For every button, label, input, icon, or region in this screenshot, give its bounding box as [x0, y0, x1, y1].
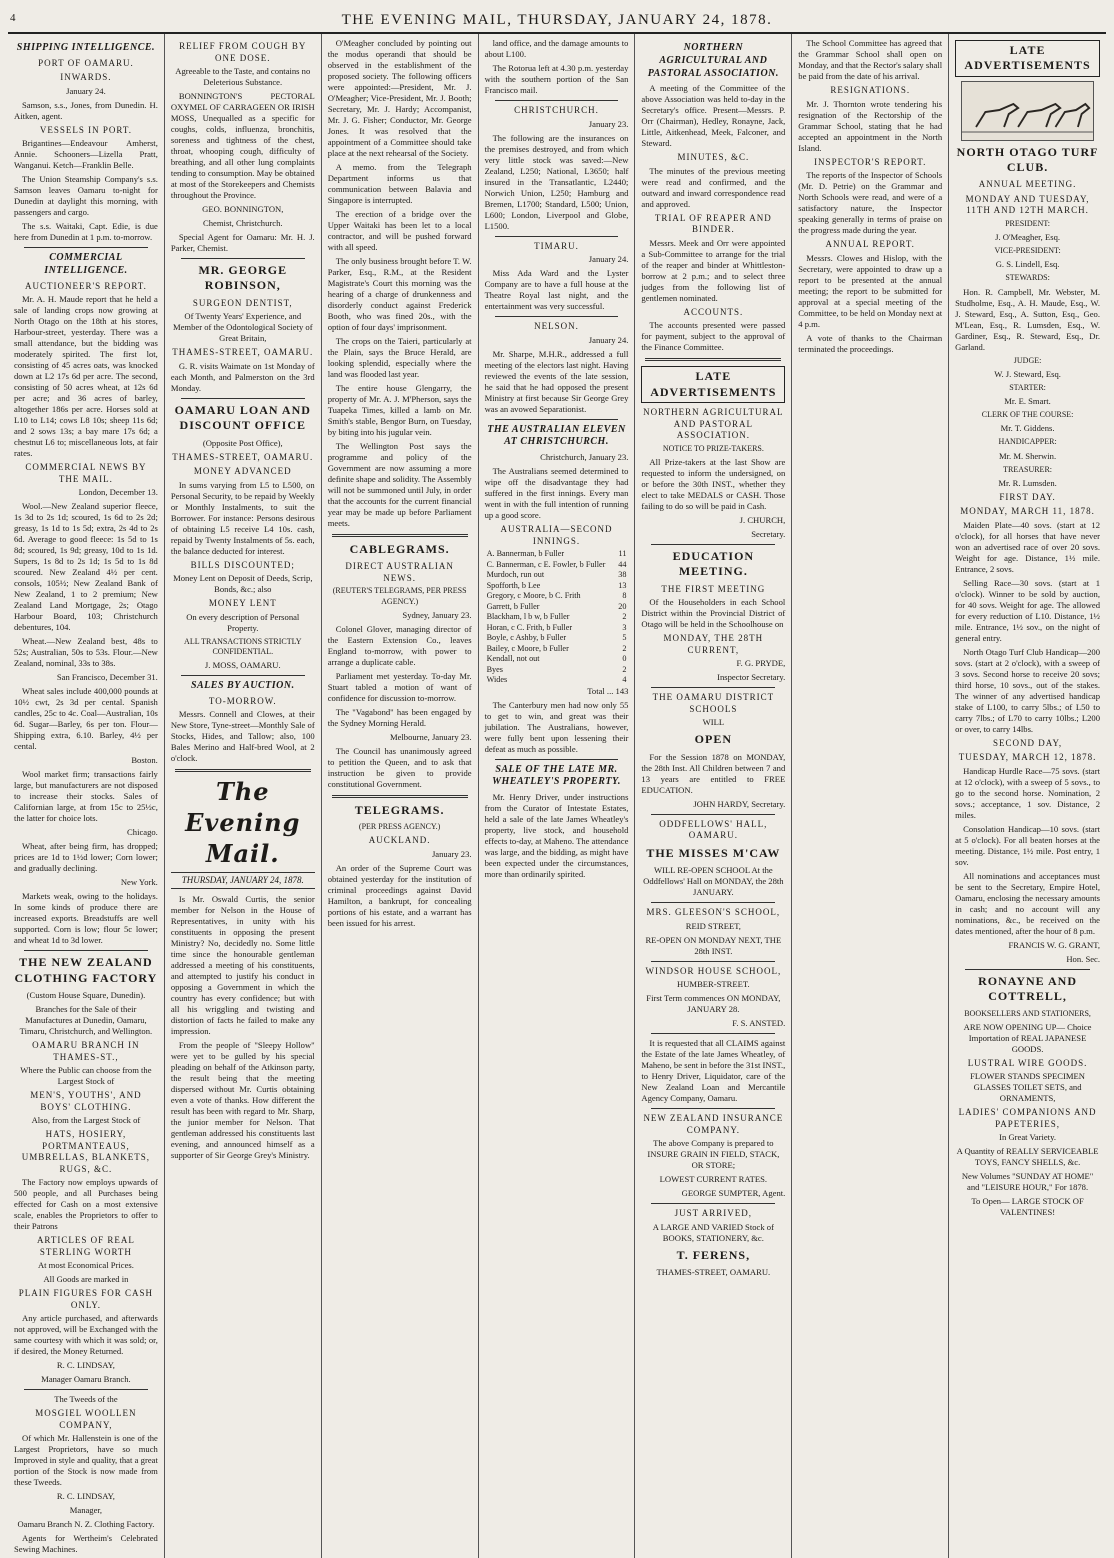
vessels-heading: VESSELS IN PORT. — [39, 124, 132, 135]
president: J. O'Meagher, Esq. — [995, 232, 1061, 243]
divider — [965, 969, 1090, 970]
resignation-text: Mr. J. Thornton wrote tendering his resignation of the Rectorship of the Grammar School, stating that he had accepted an appointment in the North Island. — [798, 98, 943, 153]
loan-text: In sums varying from L5 to L500, on Personal Security, to be repaid by Weekly or Monthly Instalments, to suit the Borrower. For instance: Persons desirous of obtaining L5 receive L4 10s. cash, repaid by Twenty Instalments of 5s. each, the balance deducted for interest. — [170, 479, 315, 556]
mosgiel-heading: MOSGIEL WOOLLEN COMPANY, — [35, 1408, 137, 1430]
column-7 — [949, 34, 1106, 1558]
news-paragraph-5: The crops on the Taieri, particularly at the Plain, says the Bruce Herald, are looking splendid, especially where the land was flooded last year. — [327, 336, 472, 379]
runs: 2 — [622, 612, 627, 622]
mosgiel-sign-2: Manager, — [69, 1505, 103, 1516]
sf-dateline: San Francisco, December 31. — [56, 672, 158, 683]
christchurch-heading: CHRISTCHURCH. — [514, 105, 599, 115]
starter: Mr. E. Smart. — [1004, 396, 1051, 407]
turf-heading: NORTH OTAGO TURF CLUB. — [956, 144, 1099, 175]
column-6 — [792, 34, 949, 1558]
commercial-heading: COMMERCIAL INTELLIGENCE. — [44, 252, 128, 277]
divider — [332, 534, 468, 537]
stewards-label: STEWARDS: — [1005, 273, 1050, 283]
runs: 5 — [622, 633, 627, 643]
news-paragraph-4: The only business brought before T. W. Parker, Esq., R.M., at the Resident Magistrate's Court this morning was the hearing of a charge of drunkenness and disorderly conduct against Frederick Booth, who was fined 20s., with the option of four days' imprisonment. — [327, 256, 472, 332]
leader-dateline: THURSDAY, JANUARY 24, 1878. — [171, 872, 315, 890]
runs: 4 — [622, 675, 627, 685]
mosgiel-sign-3: Oamaru Branch N. Z. Clothing Factory. — [17, 1519, 155, 1530]
report-text: Mr. A. H. Maude report that he held a sale of landing crops now growing at North Otago on the 18th at his stores, Harbour-street, yesterday. There was a small attendance, but the bidding was moderately spirited. The first lot, consisting of 45 acres oats, was knocked down at L2 17s 6d per acre. The second, consisting of 50 acres wheat, at 12s 6d per acre; and 36 acres of barley, altogether 186s per acre. Horses sold at L10 to L14; cows L8 10s; sheep 11s 6d; and 2 sows 13s; a bay mare 17s 6d; a chestnut L6 to; miscellaneous lots, at fair rates. — [14, 294, 158, 459]
page-number: 4 — [10, 12, 17, 24]
news-paragraph-3: The erection of a bridge over the Upper Waitaki has been let to a local contractor, and will be pushed forward with all speed. — [327, 209, 472, 252]
batsman-name: A. Bannerman, b Fuller — [486, 549, 565, 559]
inwards-text: Samson, s.s., Jones, from Dunedin. H. Aitken, agent. — [14, 99, 158, 121]
sydney-text: Colonel Glover, managing director of the Eastern Extension Co., leaves England to-morrow, with power to arrange a duplicate cable. — [327, 623, 472, 667]
divider — [495, 419, 619, 420]
windsor-text: First Term commences ON MONDAY, JANUARY 28. — [646, 993, 781, 1015]
batsman-name: Murdoch, run out — [486, 570, 545, 580]
handicapper: Mr. M. Sherwin. — [999, 450, 1057, 461]
london-dateline: London, December 13. — [78, 487, 158, 498]
news-paragraph-2: The Rotorua left at 4.30 p.m. yesterday with the southern portion of the San Francisco mail. — [484, 63, 629, 95]
table-row — [485, 654, 629, 665]
divider — [651, 544, 775, 545]
ronayne-ladies: LADIES' COMPANIONS AND PAPETERIES, — [958, 1107, 1097, 1129]
boston-dateline: Boston. — [131, 755, 158, 766]
turf-dates: MONDAY AND TUESDAY, 11TH AND 12TH MARCH. — [965, 193, 1090, 216]
cough-text: Agreeable to the Taste, and contains no Deleterious Substance. — [175, 66, 311, 88]
table-row — [485, 591, 629, 602]
robinson-address: THAMES-STREET, OAMARU. — [172, 347, 314, 358]
runs: 38 — [618, 570, 627, 580]
nzi-rates: LOWEST CURRENT RATES. — [659, 1174, 768, 1185]
clerk: Mr. T. Giddens. — [1000, 423, 1055, 434]
robinson-sub: SURGEON DENTIST, — [192, 297, 293, 308]
ronayne-sub: BOOKSELLERS AND STATIONERS, — [964, 1008, 1091, 1018]
batsman-name: Wides — [486, 675, 508, 685]
inspectors-heading: INSPECTOR'S REPORT. — [814, 156, 927, 167]
clothing-prices: At most Economical Prices. — [37, 1260, 134, 1271]
windsor-sign: F. S. ANSTED. — [732, 1018, 786, 1029]
naa-ad-heading: NORTHERN AGRICULTURAL AND PASTORAL ASSOCIATION. — [643, 407, 784, 441]
gleeson-heading: MRS. GLEESON'S SCHOOL, — [646, 907, 781, 917]
chicago-text: Wheat, after being firm, has dropped; prices are 1d to 1½d lower; Corn lower; and gradually declining. — [14, 841, 158, 874]
divider — [24, 1389, 148, 1390]
ferens-heading: T. FERENS, — [676, 1247, 751, 1262]
table-row — [485, 581, 629, 592]
sf-text: Wheat sales include 400,000 pounds at 10½ cwt, 2s 3d per cental. Spanish candles, 25c to 4c. Coal—Australian, 10s 6d. Sugar—Barley, 6s per ton. Flour—Shipping extra, 6.10. Barley, 4½ per cental. — [14, 686, 158, 752]
divider — [651, 814, 775, 815]
horse-icon — [962, 82, 1093, 140]
leader-paragraph-2: From the people of "Sleepy Hollow" were yet to be gulled by his special pleading on behalf of the Atkinson party, the result being that the meeting dispersed without Mr. Curtis obtaining even a vote of thanks. How different the result has been with regard to Mr. Sharp, the junior member for Nelson. That gentleman addressed his constituents last evening, and announced himself as a supporter of Sir George Grey's Ministry. — [170, 1040, 315, 1161]
clothing-articles: ARTICLES OF REAL STERLING WORTH — [36, 1235, 135, 1257]
ronayne-lustral: LUSTRAL WIRE GOODS. — [967, 1057, 1088, 1068]
nzi-sign: GEORGE SUMPTER, Agent. — [681, 1188, 786, 1199]
ronayne-text: ARE NOW OPENING UP— Choice Importation of REAL JAPANESE GOODS. — [963, 1021, 1092, 1054]
school-text: The School Committee has agreed that the Grammar School shall open on Monday, and that the Rector's salary shall be paid from the date of his arrival. — [798, 38, 943, 81]
handicapper-label: HANDICAPPER: — [998, 437, 1057, 447]
loan-address: THAMES-STREET, OAMARU. — [172, 451, 314, 462]
ronayne-valentines: To Open— LARGE STOCK OF VALENTINES! — [971, 1196, 1084, 1218]
divider — [651, 1033, 775, 1034]
day2-text: Handicap Hurdle Race—75 sovs. (start at 12 o'clock), with a sweep of 5 sovs., to go to the second horse. Nomination, 2 sovs.; acceptance, 1 sov. Distance, 2 miles. — [955, 765, 1100, 820]
robinson-heading: MR. GEORGE ROBINSON, — [198, 263, 288, 293]
shipping-heading: SHIPPING INTELLIGENCE. — [16, 42, 156, 53]
naa-ad-text: All Prize-takers at the last Show are requested to inform the undersigned, on or before the 30th INST., whether they elect to take MEDALS or CASH. Those failing to do so will be paid in Cash. — [641, 456, 786, 511]
clothing-sign-2: Manager Oamaru Branch. — [41, 1374, 131, 1385]
divider — [651, 961, 775, 962]
mail-heading: COMMERCIAL NEWS BY THE MAIL. — [25, 462, 147, 484]
loan-sub: (Opposite Post Office), — [202, 437, 283, 448]
loan-money: MONEY ADVANCED — [193, 466, 292, 477]
clothing-where: Where the Public can choose from the Largest Stock of — [20, 1065, 152, 1087]
day2-date: TUESDAY, MARCH 12, 1878. — [958, 752, 1097, 763]
runs: 3 — [622, 622, 627, 632]
cablegrams-heading: CABLEGRAMS. — [349, 542, 450, 556]
column-4 — [479, 34, 636, 1558]
loan-heading: OAMARU LOAN AND DISCOUNT OFFICE — [174, 402, 311, 433]
clerk-label: CLERK OF THE COURSE: — [981, 410, 1074, 420]
innings-total: Total ... 143 — [587, 685, 629, 696]
sydney-dateline: Sydney, January 23. — [402, 609, 472, 620]
batsman-name: Boyle, c Ashby, b Fuller — [486, 633, 567, 643]
melbourne-dateline: Melbourne, January 23. — [389, 731, 472, 742]
divider — [495, 236, 619, 237]
arrived-text: A LARGE AND VARIED Stock of BOOKS, STATIONERY, &c. — [652, 1221, 774, 1243]
clothing-factory-note: The Factory now employs upwards of 500 people, and all Purchases being effected for Cash on a most extensive scale, enables the Proprietors to offer to their Patrons — [14, 1177, 158, 1232]
edu-date: MONDAY, THE 28TH CURRENT, — [663, 633, 764, 655]
day1-date: MONDAY, MARCH 11, 1878. — [960, 506, 1095, 517]
news-paragraph-6: The entire house Glengarry, the property of Mr. A. J. M'Pherson, says the Tuapeka Times, killed a lamb on Mr. Smith's stable, Bengor Burn, on Tuesday, by biting into his jugular vein. — [327, 383, 472, 437]
bonnington-sign: GEO. BONNINGTON, — [202, 204, 284, 215]
naa-ad-sign-2: Secretary. — [751, 528, 786, 539]
ronayne-toys: A Quantity of REALLY SERVICEABLE TOYS, FANCY SHELLS, &c. — [956, 1146, 1099, 1168]
annual-text: Messrs. Clowes and Hislop, with the Secretary, were appointed to draw up a report to be presented at the annual meeting; the report to be submitted for approval at a special meeting of the Committee, to be held on Monday next at 4 p.m. — [798, 252, 943, 329]
claims-text: It is requested that all CLAIMS against the Estate of the late James Wheatley, of Maheno, be sent in before the 31st INST., to Henry Driver, Liquidator, care of the New Zealand Loan and Mercantile Agency Company, Oamaru. — [641, 1038, 786, 1104]
clothing-factory-text: Branches for the Sale of their Manufactures at Dunedin, Oamaru, Timaru, Christchurch, and Wellington. — [19, 1004, 153, 1037]
arrived-heading: JUST ARRIVED, — [674, 1208, 753, 1219]
boston-text: Wool market firm; transactions fairly large, but manufacturers are not disposed to increase their stocks. Sales of Californian large, at from 15c to 25½c, the latter for choice lots. — [14, 769, 158, 824]
auckland-text: An order of the Supreme Court was obtained yesterday for the institution of criminal proceedings against David Hamilton, a bankrupt, for concealing portions of his estate, and a warrant has been issued for his arrest. — [327, 862, 472, 928]
mosgiel-sign: R. C. LINDSAY, — [56, 1491, 115, 1502]
cablegrams-sub: DIRECT AUSTRALIAN NEWS. — [345, 561, 454, 583]
vice-label: VICE-PRESIDENT: — [994, 246, 1061, 256]
table-row — [485, 675, 629, 686]
wertheim-note: Agents for Wertheim's Celebrated Sewing Machines. — [14, 1533, 158, 1555]
district-will: WILL — [702, 717, 725, 728]
timaru-heading: TIMARU. — [534, 240, 579, 251]
batsman-name: Byes — [486, 664, 503, 674]
oddfellows-heading: ODDFELLOWS' HALL, OAMARU. — [659, 818, 768, 841]
news-paragraph-1: land office, and the damage amounts to about L100. — [484, 38, 629, 59]
district-sign: JOHN HARDY, Secretary. — [693, 798, 786, 809]
resignation-heading: RESIGNATIONS. — [830, 85, 911, 95]
bonnington-sign-2: Chemist, Christchurch. — [203, 218, 283, 229]
nelson-text: Mr. Sharpe, M.H.R., addressed a full meeting of the electors last night. Having reviewed the events of the late session, he said that he had opposed the present Ministry at first because Sir George Grey was an avowed Separationist. — [484, 348, 629, 414]
day1-text: Maiden Plate—40 sovs. (start at 12 o'clock), for all horses that have never won an advertised race of over 20 sovs. Weight for age. Distance, 1½ mile. Entrance, 2 sovs. — [955, 519, 1100, 574]
divider — [651, 902, 775, 903]
runs: 0 — [622, 654, 627, 664]
runs: 13 — [618, 580, 627, 590]
ny-text: Markets weak, owing to the holidays. In some kinds of produce there are increased exports. Breadstuffs are well supported. Corn is low; flour 5c lower; and wheat 1d to 3d lower. — [14, 891, 158, 946]
newspaper-page — [8, 6, 1106, 1555]
nzi-text: The above Company is prepared to INSURE GRAIN IN FIELD, STACK, OR STORE; — [647, 1138, 780, 1171]
judge-label: JUDGE: — [1013, 355, 1042, 365]
divider — [651, 1203, 775, 1204]
column-1 — [8, 34, 165, 1558]
shipping-date: January 24. — [66, 85, 106, 96]
clothing-mens: MEN'S, YOUTHS', AND BOYS' CLOTHING. — [30, 1090, 142, 1112]
inspectors-text: The reports of the Inspector of Schools (Mr. D. Petrie) on the Grammar and North Schools were read, and were of a satisfactory nature, the Inspector speaking generally in terms of praise on the progress made during the year. — [798, 170, 943, 236]
ronayne-variety: In Great Variety. — [999, 1132, 1056, 1143]
day1-text-3: North Otago Turf Club Handicap—200 sovs. (start at 2 o'clock), with a sweep of 3 sovs. Second horse to receive 20 sovs; third horse, 10 sovs., out of the stakes. The winner of any advertised handicap stake of L100, to carry 5lbs.; of L50 to carry 7lbs.; of L70 to carry 10lbs.; L200 or over, to carry 14lbs. — [955, 646, 1100, 734]
day2-heading: SECOND DAY, — [993, 737, 1063, 748]
district-heading: THE OAMARU DISTRICT SCHOOLS — [652, 692, 775, 714]
clothing-branch: OAMARU BRANCH IN THAMES-ST., — [32, 1040, 140, 1062]
divider — [332, 795, 468, 798]
christchurch-text: The following are the insurances on the premises destroyed, and from which very little stock was saved:—New Zealand, L250; National, L3650; half insured in the Transatlantic, L2440; Norwich Union, L250; Hamburg and Bremen, L1700; Standard, L500; Union, L600; London, Liverpool and Globe, L1500. — [484, 132, 629, 231]
cablegrams-agency: (REUTER'S TELEGRAMS, PER PRESS AGENCY.) — [332, 586, 467, 606]
table-row — [485, 549, 629, 560]
gleeson-address: REID STREET, — [685, 920, 741, 931]
clothing-sign: R. C. LINDSAY, — [56, 1360, 115, 1371]
parliament-text: Parliament met yesterday. To-day Mr. Stuart tabled a motion of want of confidence for discussion to-morrow. — [327, 670, 472, 703]
clothing-factory-sub: (Custom House Square, Dunedin). — [26, 990, 146, 1001]
nelson-date: January 24. — [588, 334, 629, 345]
trial-text: Messrs. Meek and Orr were appointed a Sub-Committee to arrange for the trial of the reaper and binder at Whittleston-borrow at 2 p.m.; and to select three judges from the following list of gentlemen nominated. — [641, 237, 786, 303]
runs: 8 — [622, 591, 627, 601]
divider — [181, 258, 305, 259]
divider — [175, 769, 311, 772]
divider — [651, 687, 775, 688]
day1-heading: FIRST DAY. — [999, 491, 1056, 502]
column-5 — [635, 34, 792, 1558]
ferens-address: THAMES-STREET, OAMARU. — [656, 1266, 771, 1277]
batsman-name: Horan, c C. Frith, b Fuller — [486, 622, 573, 632]
ronayne-volumes: New Volumes "SUNDAY AT HOME" and "LEISURE HOUR," For 1878. — [961, 1171, 1094, 1193]
mccaw-heading: THE MISSES M'CAW — [646, 845, 781, 860]
vessels-text: Brigantines—Endeavour Amherst, Annie. Schooners—Lizella Pratt, Wanganui. Ketch—Franklin Belle. — [14, 138, 158, 171]
telegrams-heading: TELEGRAMS. — [354, 802, 445, 817]
treasurer: Mr. R. Lumsden. — [998, 477, 1057, 488]
vagabond-text: The "Vagabond" has been engaged by the Sydney Morning Herald. — [327, 706, 472, 728]
vote-text: A vote of thanks to the Chairman terminated the proceedings. — [798, 332, 943, 354]
minutes-heading: MINUTES, &C. — [677, 152, 750, 163]
windsor-address: HUMBER-STREET. — [677, 979, 750, 990]
divider — [651, 1108, 775, 1109]
auckland-date: January 23. — [431, 848, 472, 859]
edu-sign: F. G. PRYDE, — [736, 658, 786, 669]
timaru-text: Miss Ada Ward and the Lyster Company are to have a full house at the Theatre Royal last night, and the entertainment was very successful. — [484, 268, 629, 312]
batsman-name: Spofforth, b Lee — [486, 580, 541, 590]
naa-text: A meeting of the Committee of the above Association was held to-day in the Secretary's office. Present—Messrs. P. Orr (Chairman), Hedley, Ronayne, Jack, Little, Aitkenhead, Meek, Falconer, and Steward. — [641, 83, 786, 149]
day2-text-2: Consolation Handicap—10 sovs. (start at 5 o'clock). For all beaten horses at the meeting. Distance, 1½ mile. Post entry, 1 sov. — [955, 823, 1100, 867]
auction-text: Messrs. Connell and Clowes, at their New Store, Tyne-street—Monthly Sale of Stocks, Hides, and Tallow; also, 100 Bales Merino and Half-bred Wool, at 2 o'clock. — [170, 709, 315, 764]
melbourne-text: The Council has unanimously agreed to petition the Queen, and to ask that instruction be given to provide constitutional Government. — [327, 745, 472, 789]
divider — [181, 675, 305, 676]
bonnington-agent: Special Agent for Oamaru: Mr. H. J. Parker, Chemist. — [170, 232, 315, 254]
masthead — [8, 6, 1106, 34]
port-heading: PORT OF OAMARU. — [38, 57, 134, 68]
sale-heading: SALE OF THE LATE MR. WHEATLEY'S PROPERTY. — [492, 763, 621, 788]
table-row — [485, 623, 629, 634]
table-row — [485, 612, 629, 623]
divider — [645, 358, 781, 361]
christchurch-date: January 23. — [588, 118, 629, 129]
ny-dateline: New York. — [120, 877, 158, 888]
london-text: Wool.—New Zealand superior fleece, 1s 3d to 2s 1d; scoured, 1s 6d to 2s 2d; greasy, 1s 1d to 1s 5d; extra, 2s 4d to 2s 6d. Average to good fleece: 1s 5d to 1s 8d; scoured, 1s 9d; greasy, 10d to 1s 1d. Supers, 1s 8d to 2s 1d; 1s 5d to 1s 8d scoured. New Zealand 4½ per cent. consols, 105½; New Zealand Bank of New Zealand, 1 to 2 premium; New Zealand Land Mortgage, 2s; Otago Harbour Board, 103; Christchurch debentures, 104. — [14, 501, 158, 633]
divider — [495, 100, 619, 101]
day1-text-2: Selling Race—30 sovs. (start at 1 o'clock). Winner to be sold by auction, for 40 sovs. Weight for age. The allowed for every reduction of L10. Distance, 1½ mile. Entrance, 1½ sov., on the night of general entry. — [955, 577, 1100, 643]
district-text: For the Session 1878 on MONDAY, the 28th Inst. All Children between 7 and 13 years are entitled to FREE EDUCATION. — [641, 751, 786, 795]
table-row — [485, 644, 629, 655]
batsman-name: Bailey, c Moore, b Fuller — [486, 643, 569, 653]
divider — [24, 950, 148, 951]
clothing-exchange: Any article purchased, and afterwards not approved, will be Exchanged with the same courtesy with which it was sold; or, if desired, the Money Returned. — [14, 1313, 158, 1357]
batsman-name: Gregory, c Moore, b C. Frith — [486, 591, 581, 601]
turf-sign: FRANCIS W. G. GRANT, — [1008, 939, 1100, 950]
vice: G. S. Lindell, Esq. — [995, 259, 1060, 270]
racehorse-illustration — [961, 81, 1094, 141]
minutes-text: The minutes of the previous meeting were read and confirmed, and the outward and inward correspondence read and approved. — [641, 165, 786, 209]
column-2 — [165, 34, 322, 1558]
gleeson-text: RE-OPEN ON MONDAY NEXT, THE 28th INST. — [645, 934, 782, 956]
news-paragraph-7: The Wellington Post says the programme and policy of the Government are now assuming a more definite shape and solidity. The Assembly will not be summoned until July, in order that the accounts for the current financial year may be made up before Parliament meets. — [327, 441, 472, 528]
runs: 20 — [618, 601, 627, 611]
auction-heading: SALES BY AUCTION. — [190, 680, 295, 692]
robinson-note: G. R. visits Waimate on 1st Monday of each Month, and Palmerston on the 3rd Monday. — [170, 360, 315, 393]
closing-text: All nominations and acceptances must be sent to the Secretary, Empire Hotel, Oamaru, enclosing the necessary amounts in cash; and no account will any nominations, &c., be received on the dates mentioned, after the hour of 8 p.m. — [955, 870, 1100, 936]
innings-table — [485, 549, 629, 686]
auckland-heading: AUCKLAND. — [368, 835, 431, 846]
mosgiel-text: Of which Mr. Hallenstein is one of the Largest Proprietors, have so much Improved in style and quality, that a great portion of the Stock is now made from these Tweeds. — [14, 1433, 158, 1488]
telegrams-sub: (PER PRESS AGENCY.) — [358, 822, 441, 832]
runs: 2 — [622, 643, 627, 653]
batsman-name: C. Bannerman, c E. Fowler, b Fuller — [486, 559, 606, 569]
nzi-heading: NEW ZEALAND INSURANCE COMPANY. — [643, 1113, 784, 1135]
batsman-name: Blackham, l b w, b Fuller — [486, 612, 570, 622]
district-open: OPEN — [694, 732, 733, 747]
batsman-name: Garrett, b Fuller — [486, 601, 540, 611]
naa-ad-sign: J. CHURCH, — [739, 514, 786, 525]
late-ads-heading: LATE ADVERTISEMENTS — [955, 40, 1100, 77]
runs: 44 — [618, 559, 627, 569]
accounts-text: The accounts presented were passed for payment, subject to the approval of the Finance Committee. — [641, 320, 786, 353]
clothing-factory-heading: THE NEW ZEALAND CLOTHING FACTORY — [14, 955, 158, 985]
table-row — [485, 570, 629, 581]
clothing-hats: HATS, HOSIERY, PORTMANTEAUS, UMBRELLAS, BLANKETS, RUGS, &C. — [21, 1129, 151, 1174]
table-row — [485, 665, 629, 676]
news-paragraph-1: O'Meagher concluded by pointing out the modus operandi that should be observed in the establishment of the proposed society. The following officers were appointed:—President, Mr. J. O'Meagher; Vice-President, Mr. J. Booth; Secretary, Mr. J. Hardy; Accompanist, Mr. J. G. Fisher; Conductor, Mr. George Jones. It was resolved that the appointment of a Committee should take place at the next rehearsal of the Society. — [327, 38, 472, 158]
report-heading: AUCTIONEER'S REPORT. — [24, 280, 147, 291]
accounts-heading: ACCOUNTS. — [683, 306, 744, 317]
runs: 2 — [622, 664, 627, 674]
batsman-name: Kendall, not out — [486, 654, 540, 664]
newspaper-flag: The Evening Mail. — [185, 777, 301, 868]
masthead-title: THE EVENING MAIL, THURSDAY, JANUARY 24, 1878. — [341, 12, 773, 28]
column-3 — [322, 34, 479, 1558]
edu-sign-2: Inspector Secretary. — [717, 672, 786, 683]
divider — [495, 316, 619, 317]
waitaki-text: The s.s. Waitaki, Capt. Edie, is due here from Dunedin at 1 p.m. to-morrow. — [14, 221, 158, 243]
judge: W. J. Steward, Esq. — [994, 368, 1061, 379]
runs: 11 — [618, 549, 627, 559]
edu-heading: EDUCATION MEETING. — [672, 548, 755, 579]
president-label: PRESIDENT: — [1005, 218, 1051, 228]
cough-heading: RELIEF FROM COUGH BY ONE DOSE. — [179, 41, 307, 63]
auction-sub: TO-MORROW. — [208, 695, 277, 706]
eleven-date: Christchurch, January 23. — [540, 452, 629, 463]
sale-text: Mr. Henry Driver, under instructions from the Curator of Intestate Estates, held a sale of the late James Wheatley's property, live stock, and household effects to-day, at Maheno. The attendance was large, and the bidding, as might have been expected under the circumstances, more than ordinarily spirited. — [484, 792, 629, 880]
leader-paragraph-1: Is Mr. Oswald Curtis, the senior member for Nelson in the House of Representatives, in unity with his constituents in opposing the present Ministry? No, decidedly no. Some little time since the honourable gentleman addressed a meeting of his constituents, and attempted to justify his conduct in opposing a Government in which the country has every confidence; but with all his wriggling and twisting and distortion of facts he failed to make any impression. — [170, 894, 315, 1037]
money-lent-text: On every description of Personal Property. — [186, 611, 300, 633]
columns — [8, 34, 1106, 1555]
money-lent: MONEY LENT — [208, 598, 277, 609]
divider — [495, 759, 619, 760]
after-innings-text: The Canterbury men had now only 55 to get to win, and great was their jubilation. The Australians, however, were fully bent upon lessening their defeat as much as possible. — [484, 699, 629, 754]
ronayne-flower: FLOWER STANDS SPECIMEN GLASSES TOILET SETS, and ORNAMENTS, — [970, 1071, 1085, 1104]
table-row — [485, 602, 629, 613]
edu-text: Of the Householders in each School District within the Provincial District of Otago will be held in the Schoolhouse on — [641, 597, 786, 630]
table-row — [485, 560, 629, 571]
moss-sign: J. MOSS, OAMARU. — [204, 660, 281, 671]
innings-heading: AUSTRALIA—SECOND INNINGS. — [500, 524, 613, 546]
robinson-text: Of Twenty Years' Experience, and Member of the Odontological Society of Great Britain, — [172, 311, 313, 344]
clothing-goods: All Goods are marked in — [43, 1274, 129, 1285]
news-paragraph-2: A memo. from the Telegraph Department informs us that communication between Balavia and Singapore is interrupted. — [327, 162, 472, 205]
mosgiel-intro: The Tweeds of the — [54, 1394, 118, 1405]
mccaw-text: WILL RE-OPEN SCHOOL At the Oddfellows' Hall on MONDAY, the 28th JANUARY. — [643, 865, 784, 897]
trial-heading: TRIAL OF REAPER AND BINDER. — [654, 212, 772, 235]
bills-heading: BILLS DISCOUNTED; — [190, 559, 295, 570]
confidential: ALL TRANSACTIONS STRICTLY CONFIDENTIAL. — [184, 636, 302, 656]
ronayne-heading: RONAYNE AND COTTRELL, — [978, 973, 1078, 1004]
chicago-dateline: Chicago. — [127, 827, 158, 838]
clothing-plain: PLAIN FIGURES FOR CASH ONLY. — [18, 1288, 154, 1310]
eleven-text: The Australians seemed determined to wipe off the disadvantage they had suffered in the first innings. Every man went in with the full intention of running up a good score. — [484, 466, 629, 521]
stewards: Hon. R. Campbell, Mr. Webster, M. Studholme, Esq., A. H. Maude, Esq., W. J. Steward, Esq., A. Sutton, Esq., Geo. M'Lean, Esq., R. Lumsden, Esq., W. Gardiner, Esq., R. Steward, Esq., Dr. Garland. — [955, 286, 1100, 352]
edu-sub: THE FIRST MEETING — [661, 583, 766, 594]
clothing-also: Also, from the Largest Stock of — [31, 1115, 141, 1126]
divider — [24, 247, 148, 248]
timaru-date: January 24. — [588, 254, 629, 265]
wheat-text: Wheat.—New Zealand best, 48s to 52s; Australian, 50s to 53s. Flour.—New Zealand, nominal, 33s to 38s. — [14, 636, 158, 669]
divider — [181, 398, 305, 399]
table-row — [485, 633, 629, 644]
eleven-heading: THE AUSTRALIAN ELEVEN AT CHRISTCHURCH. — [487, 423, 626, 448]
inwards-heading: INWARDS. — [60, 72, 112, 83]
bills-text: Money Lent on Deposit of Deeds, Scrip, Bonds, &c.; also — [173, 573, 313, 595]
treasurer-label: TREASURER: — [1003, 464, 1053, 474]
bonnington-text: BONNINGTON'S PECTORAL OXYMEL OF CARRAGEEN OR IRISH MOSS, Unequalled as a specific for coughs, colds, influenza, bronchitis, soreness and tightness of the chest, throat, whooping cough, difficulty of breathing, and all other lung complaints tending to consumption. May be obtained at most of the Storekeepers and Chemists throughout the Province. — [170, 91, 315, 201]
turf-sign-2: Hon. Sec. — [1066, 953, 1100, 964]
late-ads-heading: LATE ADVERTISEMENTS — [641, 366, 785, 403]
naa-heading: NORTHERN AGRICULTURAL AND PASTORAL ASSOCIATION. — [647, 42, 779, 79]
turf-sub: ANNUAL MEETING. — [978, 179, 1077, 190]
annual-heading: ANNUAL REPORT. — [825, 239, 915, 250]
windsor-heading: WINDSOR HOUSE SCHOOL, — [645, 965, 782, 976]
naa-ad-sub: NOTICE TO PRIZE-TAKERS. — [662, 443, 764, 453]
union-text: The Union Steamship Company's s.s. Samson leaves Oamaru to-night for Dunedin at daylight this morning, with passengers and cargo. — [14, 174, 158, 218]
nelson-heading: NELSON. — [534, 321, 579, 332]
starter-label: STARTER: — [1009, 382, 1046, 392]
